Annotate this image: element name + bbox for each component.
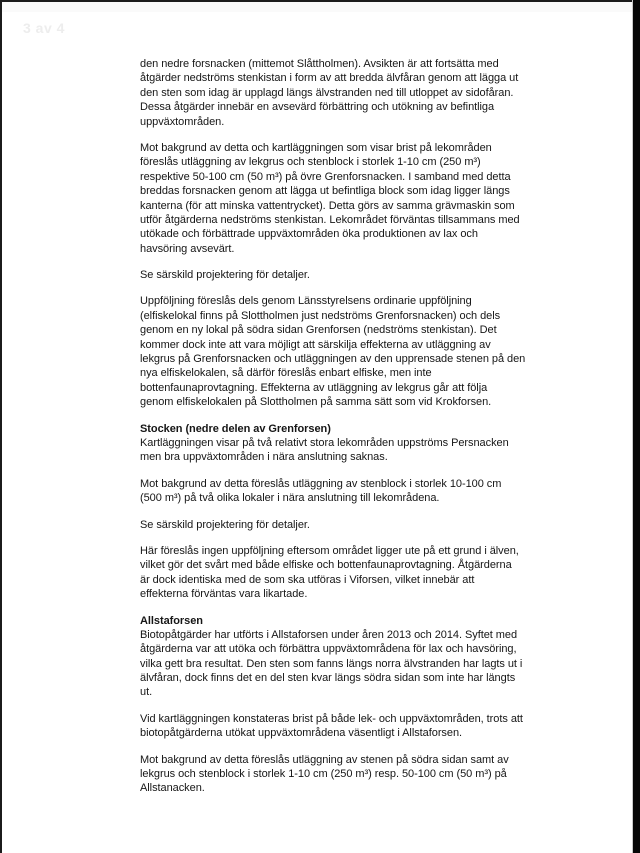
viewer-top-band <box>2 2 633 12</box>
paragraph <box>140 544 522 602</box>
text-line: lekgrus och stenblock i storlek 1-10 cm (250 m³) resp. 50-100 cm (50 m³) på <box>140 768 507 781</box>
text-line: uppväxtområden. <box>140 115 225 128</box>
text-line: (elfiskelokal finns på Slottholmen just nedströms Grenforsnacken) och dels <box>140 309 501 322</box>
screen-edge-left <box>0 0 2 853</box>
text-line: Kartläggningen visar på två relativt stora lekområden uppströms Persnacken <box>140 436 509 449</box>
paragraph <box>140 294 526 409</box>
text-line: utför åtgärderna nedströms stenkistan. Lekområdet förväntas tillsammans med <box>140 213 520 226</box>
paragraph <box>140 628 522 700</box>
text-line: effekterna förväntas vara likartade. <box>140 588 308 601</box>
text-line: (500 m³) på två olika lokaler i nära anslutning till lekområdena. <box>140 492 440 505</box>
paragraph <box>140 477 522 506</box>
paragraph <box>140 518 522 532</box>
text-line: föreslås utläggning av lekgrus och stenblock i storlek 1-10 cm (250 m³) <box>140 156 481 169</box>
text-line: nya elfiskelokalen, så därför föreslås enbart elfiske, men inte <box>140 367 432 380</box>
text-line: men bra uppväxtområden i nära anslutning saknas. <box>140 451 388 464</box>
screen-edge-right <box>632 0 640 853</box>
text-line: Här föreslås ingen uppföljning eftersom området ligger ute på ett grund i älven, <box>140 544 519 557</box>
text-line: den sten som idag är upplagd längs älvstranden ned till utloppet av sidofåran. <box>140 86 514 99</box>
text-line: Vid kartläggningen konstateras brist på både lek- och uppväxtområden, trots att <box>140 712 523 725</box>
text-line: Uppföljning föreslås dels genom Länsstyrelsens ordinarie uppföljning <box>140 295 472 308</box>
paragraph <box>140 436 522 465</box>
text-line: kanterna (för att minska vattentrycket). Detta görs av samma grävmaskin som <box>140 199 515 212</box>
text-line: Biotopåtgärder har utförts i Allstaforsen under åren 2013 och 2014. Syftet med <box>140 628 518 641</box>
text-line: Allstaforsen <box>140 614 203 627</box>
text-line: genom elfiskelokalen på Slottholmen på samma sätt som vid Krokforsen. <box>140 396 492 409</box>
text-line: Se särskild projektering för detaljer. <box>140 269 310 282</box>
text-line: åtgärderna var att utöka och förbättra uppväxtområdena för lax och havsöring, <box>140 643 517 656</box>
text-line: lekgrus på Grenforsnacken och utläggningen av den upprensade stenen på den <box>140 353 526 366</box>
text-line: kommer dock inte att vara möjligt att särskilja effekterna av utläggning av <box>140 338 491 351</box>
paragraph <box>140 57 522 129</box>
text-line: respektive 50-100 cm (50 m³) på övre Grenforsnacken. I samband med detta <box>140 170 511 183</box>
text-line: genom en ny lokal på södra sidan Grenforsen (nedströms stenkistan). Det <box>140 324 497 337</box>
text-line: Allstanacken. <box>140 782 205 795</box>
section-heading <box>140 422 522 436</box>
text-line: Se särskild projektering för detaljer. <box>140 518 310 531</box>
text-line: vilka gett bra resultat. Den sten som fanns längs norra älvstranden har lagts ut i <box>140 657 523 670</box>
text-line: breddas forsnacken genom att lägga ut befintliga block som idag ligger längs <box>140 185 510 198</box>
paragraph <box>140 753 522 796</box>
text-line: älvfåran, dock finns det en del sten kvar längs södra sidan som inte har längts <box>140 672 516 685</box>
screen-edge-top <box>0 0 640 2</box>
paragraph <box>140 268 522 282</box>
page-indicator: 3 av 4 <box>23 20 65 36</box>
text-line: den nedre forsnacken (mittemot Slåttholmen). Avsikten är att fortsätta med <box>140 58 499 70</box>
text-line: Dessa åtgärder innebär en avsevärd förbättring och utökning av befintliga <box>140 101 495 114</box>
text-line: Mot bakgrund av detta och kartläggningen som visar brist på lekområden <box>140 141 492 154</box>
text-line: Stocken (nedre delen av Grenforsen) <box>140 422 331 435</box>
section-heading <box>140 614 522 628</box>
text-line: är dock identiska med de som ska utföras i Viforsen, vilket innebär att <box>140 573 475 586</box>
text-line: bottenfaunaprovtagning. Effekterna av utläggning av lekgrus går att följa <box>140 381 488 394</box>
text-line: ut. <box>140 686 153 699</box>
paragraph <box>140 141 522 256</box>
text-line: biotopåtgärderna utökat uppväxtområdena väsentligt i Allstaforsen. <box>140 727 463 740</box>
text-line: utökade och förbättrade uppväxtområden öka produktionen av lax och <box>140 228 478 241</box>
document-page <box>140 57 526 808</box>
text-line: vilket gör det svårt med både elfiske och bottenfaunaprovtagning. Åtgärderna <box>140 559 512 572</box>
text-line: Mot bakgrund av detta föreslås utläggning av stenblock i storlek 10-100 cm <box>140 477 502 490</box>
text-line: havsöring avsevärt. <box>140 242 235 255</box>
text-line: åtgärder nedströms stenkistan i form av att bredda älvfåran genom att lägga ut <box>140 72 519 85</box>
text-line: Mot bakgrund av detta föreslås utläggning av stenen på södra sidan samt av <box>140 753 509 766</box>
paragraph <box>140 712 522 741</box>
